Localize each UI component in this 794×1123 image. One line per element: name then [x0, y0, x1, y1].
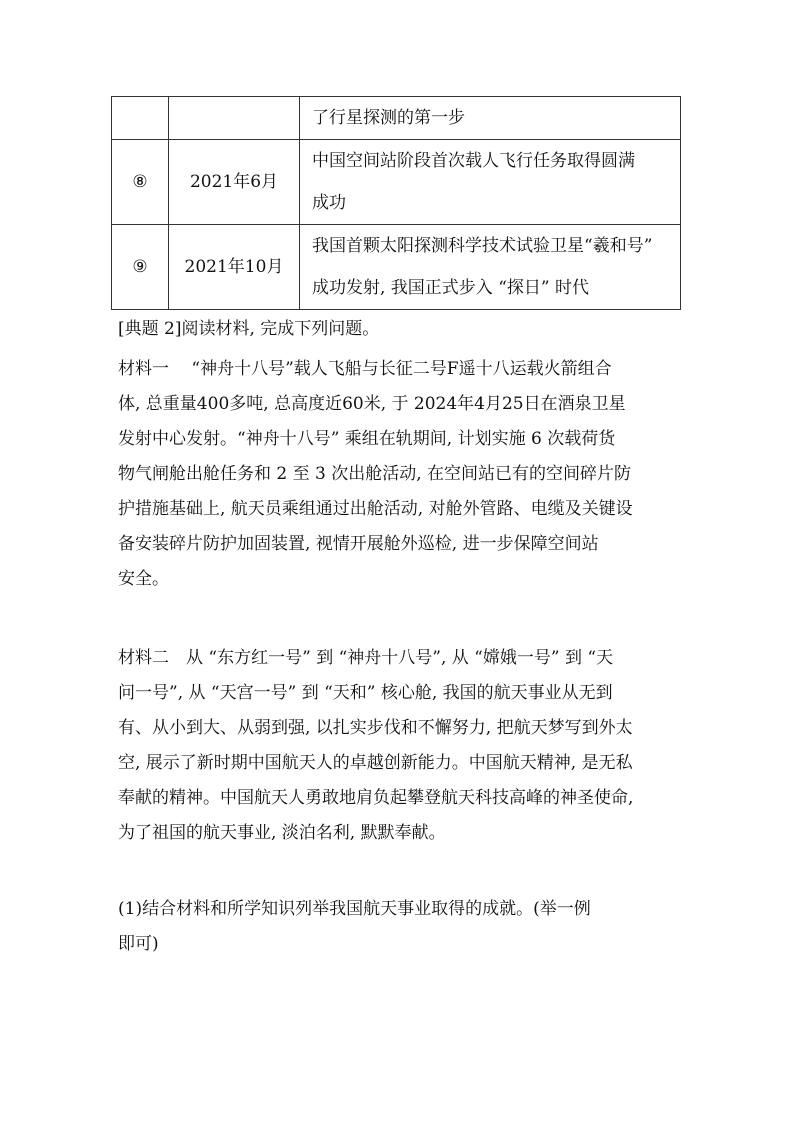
text-line: 问一号”, 从 “天宫一号” 到 “天和” 核心舱, 我国的航天事业从无到	[118, 683, 613, 703]
row-date: 2021年6月	[169, 140, 300, 225]
material-two	[118, 641, 688, 851]
events-table	[111, 96, 681, 310]
text-line: (1)结合材料和所学知识列举我国航天事业取得的成就。(举一例	[118, 899, 591, 919]
row-event	[300, 97, 681, 140]
question-heading	[118, 312, 688, 347]
text-line: 物气闸舱出舱任务和 2 至 3 次出舱活动, 在空间站已有的空间碎片防	[118, 464, 632, 484]
text-line: 备安装碎片防护加固装置, 视情开展舱外巡检, 进一步保障空间站	[118, 534, 599, 554]
text-line: 奉献的精神。中国航天人勇敢地肩负起攀登航天科技高峰的神圣使命,	[118, 788, 634, 808]
text-line: 为了祖国的航天事业, 淡泊名利, 默默奉献。	[118, 823, 446, 843]
row-date	[169, 97, 300, 140]
material-one	[118, 352, 688, 597]
row-number: ⑧	[112, 140, 169, 225]
event-line: 我国首颗太阳探测科学技术试验卫星“羲和号”	[312, 236, 653, 256]
row-event	[300, 225, 681, 310]
text-line: 材料二 从 “东方红一号” 到 “神舟十八号”, 从 “嫦娥一号” 到 “天	[118, 648, 614, 668]
text-line: 发射中心发射。“神舟十八号” 乘组在轨期间, 计划实施 6 次载荷货	[118, 429, 616, 449]
event-line: 成功发射, 我国正式步入 “探日” 时代	[312, 278, 589, 298]
text-line: 体, 总重量400多吨, 总高度近60米, 于 2024年4月25日在酒泉卫星	[118, 394, 626, 414]
row-date: 2021年10月	[169, 225, 300, 310]
text-line: 有、从小到大、从弱到强, 以扎实步伐和不懈努力, 把航天梦写到外太	[118, 718, 633, 738]
sub-question	[118, 892, 688, 962]
text-line: 材料一 “神舟十八号”载人飞船与长征二号F遥十八运载火箭组合	[118, 359, 612, 379]
row-number: ⑨	[112, 225, 169, 310]
table-row	[112, 140, 681, 225]
text-line: 护措施基础上, 航天员乘组通过出舱活动, 对舱外管路、电缆及关键设	[118, 499, 633, 519]
text-line: 空, 展示了新时期中国航天人的卓越创新能力。中国航天精神, 是无私	[118, 753, 633, 773]
event-line: 成功	[312, 193, 346, 213]
event-line: 中国空间站阶段首次载人飞行任务取得圆满	[312, 151, 635, 171]
event-line: 了行星探测的第一步	[312, 108, 465, 128]
text-line: 安全。	[118, 569, 169, 589]
table-row	[112, 225, 681, 310]
text-line: [典题 2]阅读材料, 完成下列问题。	[118, 319, 380, 339]
row-event	[300, 140, 681, 225]
row-number	[112, 97, 169, 140]
table-row	[112, 97, 681, 140]
text-line: 即可)	[118, 934, 159, 954]
